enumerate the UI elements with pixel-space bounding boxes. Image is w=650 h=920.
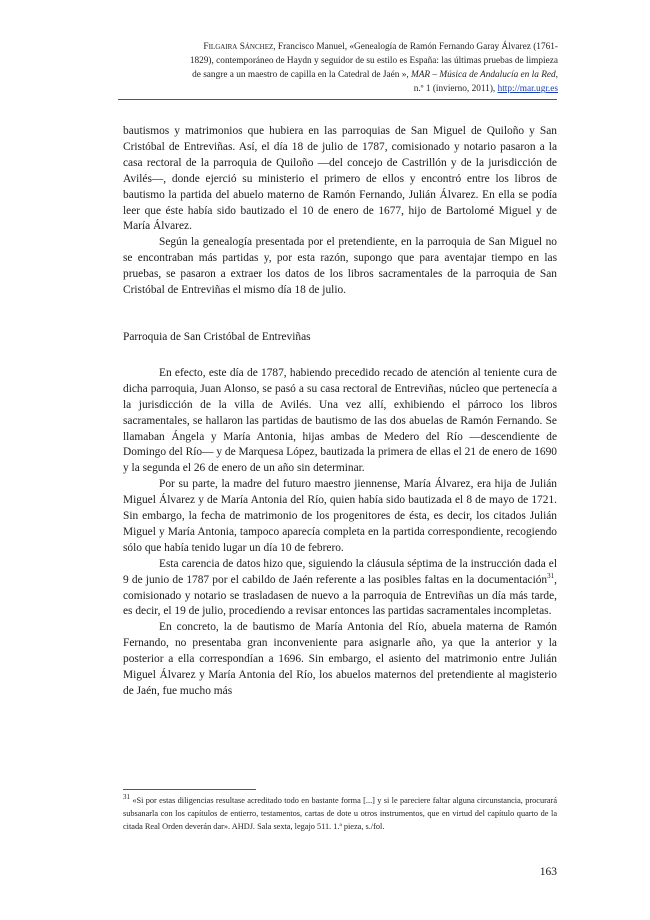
main-text — [123, 124, 557, 700]
journal-url-link[interactable]: http://mar.ugr.es — [497, 84, 558, 94]
citation-line-2: 1829), contemporáneo de Haydn y seguidor de su estilo es España: las últimas pruebas de limpieza — [189, 56, 558, 66]
footnote — [123, 794, 557, 833]
paragraph: Esta carencia de datos hizo que, siguiendo la cláusula séptima de la instrucción dada el 9 de junio de 1787 por el cabildo de Jaén referente a las posibles faltas en la documentación$^{31}$, comisionado y notario se trasladasen de nuevo a la parroquia de Entreviñas un día más tarde, es decir, el 19 de julio, procediendo a revisar entonces las partidas sacramentales incompletas. — [123, 557, 557, 618]
journal-title: MAR – Música de Andalucía en la Red — [411, 70, 556, 80]
header-divider — [118, 99, 557, 100]
footnote-text: «Si por estas diligencias resultase acreditado todo en bastante forma [...] y si le pareciere faltar alguna circunstancia, procurará subsanarla con los capítulos de entierro, testamentos, cartas de dote u otros instrumentos, que en virtud del capítulo quarto de la citada Real Orden deverán dar». AHDJ. Sala sexta, legajo 511. 1.ª pieza, s./fol. — [123, 796, 557, 831]
author-name: Filgaira Sánchez — [203, 42, 274, 52]
page-number: 163 — [539, 866, 557, 878]
paragraph: Por su parte, la madre del futuro maestro jiennense, María Álvarez, era hija de Julián Miguel Álvarez y de María Antonia del Río, quien había sido bautizada el 8 de mayo de 1721. Sin embargo, la fecha de matrimonio de los progenitores de ésta, es decir, los citados Julián Miguel y María Antonia, tampoco aparecía completa en la partida correspondiente, recogiendo sólo que había tenido lugar un día 10 de febrero. — [123, 478, 557, 554]
paragraph: bautismos y matrimonios que hubiera en las parroquias de San Miguel de Quiloño y San Cristóbal de Entreviñas. Así, el día 18 de julio de 1787, comisionado y notario pasaron a la casa rectoral de la parroquia de Quiloño —del concejo de Castrillón y de la jurisdicción de Avilés—, donde ejerció su ministerio el primero de ellos y encontró entre los libros de bautismo la partida del abuelo materno de Ramón Fernando, Julián Álvarez. En ella se podía leer que éste había sido bautizado el 10 de enero de 1677, hijo de Bartolomé Miguel y de María Álvarez. — [123, 125, 557, 233]
footnote-divider — [123, 789, 256, 790]
paragraph: Según la genealogía presentada por el pretendiente, en la parroquia de San Miguel no se encontraban más partidas y, por esta razón, supongo que para aventajar tiempo en las pruebas, se pasaron a extraer los datos de los libros sacramentales de la parroquia de San Cristóbal de Entreviñas el mismo día 18 de julio. — [123, 236, 557, 297]
citation-line-4: n.º 1 (invierno, 2011), — [413, 84, 498, 94]
paragraph: En efecto, este día de 1787, habiendo precedido recado de atención al teniente cura de dicha parroquia, Juan Alonso, se pasó a su casa rectoral de Entreviñas, núcleo que pertenecía a la jurisdicción de la villa de Avilés. Una vez allí, exhibiendo el párroco los libros sacramentales, se hallaron las partidas de bautismo de las dos abuelas de Ramón Fernando. Se llamaban Ángela y María Antonia, hijas ambas de Medero del Río —descendiente de Domingo del Río— y de Marquesa López, bautizada la primera de ellas el 21 de enero de 1690 y la segunda el 26 de enero de un año sin determinar. — [123, 366, 557, 475]
citation-line-1: , Francisco Manuel, «Genealogía de Ramón Fernando Garay Álvarez (1761- — [273, 42, 558, 52]
footnote-number: 31 — [123, 793, 130, 802]
citation-line-3: de sangre a un maestro de capilla en la Catedral de Jaén », — [192, 70, 411, 80]
section-heading: Parroquia de San Cristóbal de Entreviñas — [123, 330, 311, 343]
paragraph: En concreto, la de bautismo de María Antonia del Río, abuela materna de Ramón Fernando, no presentaba gran inconveniente para asignarle año, ya que la anterior y la posterior a ella correspondían a 1696. Sin embargo, el asiento del matrimonio entre Julián Miguel Álvarez y María Antonia del Río, los abuelos maternos del pretendiente al magisterio de Jaén, fue mucho más — [123, 621, 557, 697]
running-header: Filgaira Sánchez, Francisco Manuel, «Genealogía de Ramón Fernando Garay Álvarez (1761- 1829), contemporáneo de Haydn y seguidor de su estilo es España: las últimas pruebas de limpieza de sangre a un maestro de capilla en la Catedral de Jaén », MAR – Música de Andalucía en la Red, n.º 1 (invierno, 2011), http://mar.ugr.es — [189, 42, 558, 94]
footnote-reference[interactable]: 31 — [547, 571, 555, 580]
